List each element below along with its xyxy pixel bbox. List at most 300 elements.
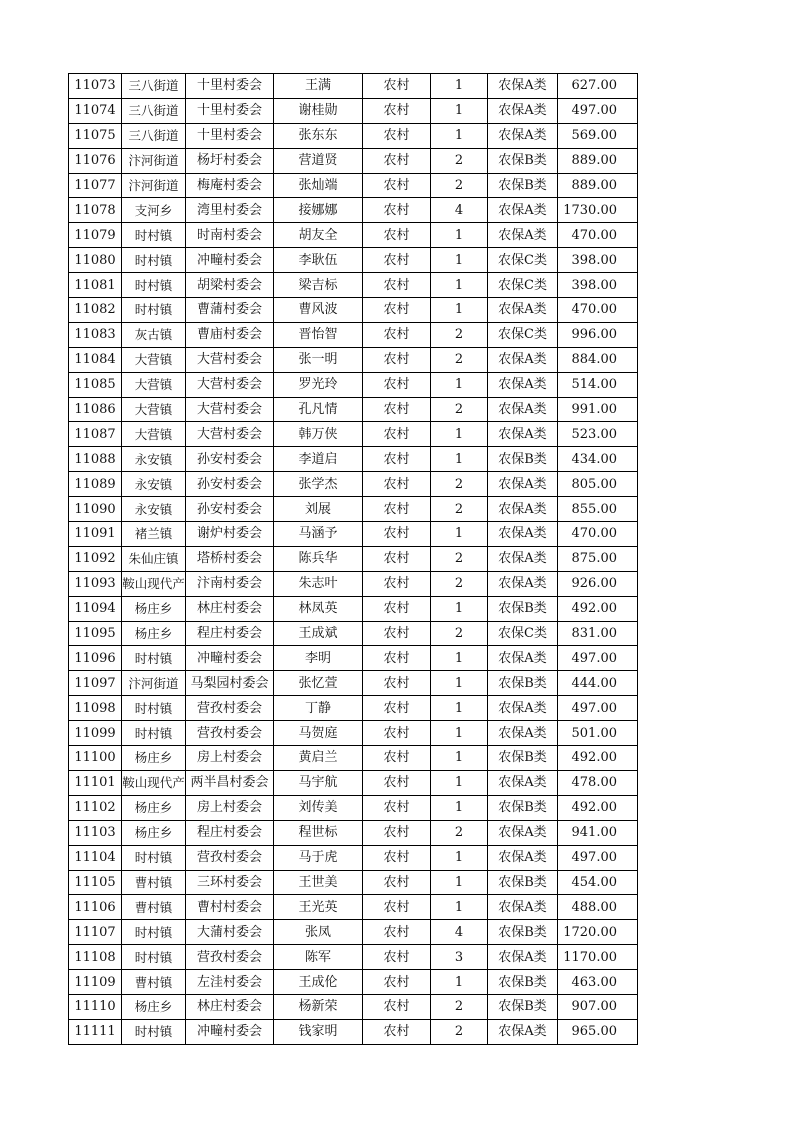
member-count-cell: 1 [431, 795, 488, 820]
row-id-cell: 11108 [69, 945, 122, 970]
household-type-cell: 农村 [363, 770, 431, 795]
table-row [69, 671, 638, 696]
household-type-cell: 农村 [363, 621, 431, 646]
amount-cell: 470.00 [558, 298, 638, 323]
village-committee-cell: 营孜村委会 [186, 845, 274, 870]
row-id-cell: 11092 [69, 546, 122, 571]
insurance-category-cell: 农保A类 [488, 472, 558, 497]
village-committee-cell: 马梨园村委会 [186, 671, 274, 696]
amount-cell: 941.00 [558, 820, 638, 845]
village-committee-cell: 房上村委会 [186, 795, 274, 820]
township-cell: 时村镇 [122, 696, 186, 721]
person-name-cell: 丁静 [274, 696, 363, 721]
member-count-cell: 1 [431, 870, 488, 895]
person-name-cell: 韩万侠 [274, 422, 363, 447]
amount-cell: 831.00 [558, 621, 638, 646]
amount-cell: 926.00 [558, 571, 638, 596]
amount-cell: 991.00 [558, 397, 638, 422]
household-type-cell: 农村 [363, 472, 431, 497]
table-row [69, 322, 638, 347]
township-cell: 杨庄乡 [122, 820, 186, 845]
household-type-cell: 农村 [363, 273, 431, 298]
township-cell: 时村镇 [122, 298, 186, 323]
amount-cell: 463.00 [558, 970, 638, 995]
row-id-cell: 11075 [69, 123, 122, 148]
member-count-cell: 4 [431, 198, 488, 223]
household-type-cell: 农村 [363, 223, 431, 248]
insurance-category-cell: 农保A类 [488, 98, 558, 123]
village-committee-cell: 营孜村委会 [186, 696, 274, 721]
person-name-cell: 张一明 [274, 347, 363, 372]
person-name-cell: 李明 [274, 646, 363, 671]
table-row [69, 372, 638, 397]
township-cell: 汴河街道 [122, 173, 186, 198]
member-count-cell: 2 [431, 347, 488, 372]
person-name-cell: 王成斌 [274, 621, 363, 646]
table-row [69, 447, 638, 472]
table-row [69, 148, 638, 173]
village-committee-cell: 程庄村委会 [186, 621, 274, 646]
amount-cell: 501.00 [558, 721, 638, 746]
amount-cell: 889.00 [558, 148, 638, 173]
member-count-cell: 1 [431, 671, 488, 696]
table-row [69, 248, 638, 273]
member-count-cell: 2 [431, 994, 488, 1019]
person-name-cell: 马贺庭 [274, 721, 363, 746]
amount-cell: 434.00 [558, 447, 638, 472]
member-count-cell: 1 [431, 746, 488, 771]
member-count-cell: 1 [431, 721, 488, 746]
village-committee-cell: 房上村委会 [186, 746, 274, 771]
village-committee-cell: 十里村委会 [186, 74, 274, 99]
township-cell: 时村镇 [122, 273, 186, 298]
township-cell: 三八街道 [122, 123, 186, 148]
table-row [69, 173, 638, 198]
person-name-cell: 营道贤 [274, 148, 363, 173]
township-cell: 三八街道 [122, 74, 186, 99]
amount-cell: 492.00 [558, 795, 638, 820]
insurance-category-cell: 农保C类 [488, 621, 558, 646]
township-cell: 鞍山现代产 [122, 770, 186, 795]
member-count-cell: 1 [431, 646, 488, 671]
village-committee-cell: 时南村委会 [186, 223, 274, 248]
insurance-category-cell: 农保A类 [488, 372, 558, 397]
household-type-cell: 农村 [363, 372, 431, 397]
insurance-category-cell: 农保A类 [488, 123, 558, 148]
household-type-cell: 农村 [363, 721, 431, 746]
member-count-cell: 1 [431, 248, 488, 273]
person-name-cell: 接娜娜 [274, 198, 363, 223]
row-id-cell: 11106 [69, 895, 122, 920]
table-row [69, 546, 638, 571]
row-id-cell: 11083 [69, 322, 122, 347]
township-cell: 永安镇 [122, 497, 186, 522]
amount-cell: 492.00 [558, 596, 638, 621]
row-id-cell: 11080 [69, 248, 122, 273]
amount-cell: 1730.00 [558, 198, 638, 223]
household-type-cell: 农村 [363, 970, 431, 995]
amount-cell: 497.00 [558, 845, 638, 870]
row-id-cell: 11111 [69, 1019, 122, 1044]
member-count-cell: 2 [431, 820, 488, 845]
insurance-category-cell: 农保B类 [488, 173, 558, 198]
amount-cell: 492.00 [558, 746, 638, 771]
table-row [69, 347, 638, 372]
township-cell: 永安镇 [122, 472, 186, 497]
member-count-cell: 2 [431, 571, 488, 596]
insurance-category-cell: 农保A类 [488, 696, 558, 721]
amount-cell: 488.00 [558, 895, 638, 920]
row-id-cell: 11107 [69, 920, 122, 945]
table-row [69, 895, 638, 920]
village-committee-cell: 曹村村委会 [186, 895, 274, 920]
person-name-cell: 刘展 [274, 497, 363, 522]
insurance-category-cell: 农保B类 [488, 596, 558, 621]
township-cell: 杨庄乡 [122, 746, 186, 771]
township-cell: 汴河街道 [122, 148, 186, 173]
insurance-category-cell: 农保A类 [488, 198, 558, 223]
person-name-cell: 陈军 [274, 945, 363, 970]
amount-cell: 1720.00 [558, 920, 638, 945]
household-type-cell: 农村 [363, 746, 431, 771]
row-id-cell: 11084 [69, 347, 122, 372]
village-committee-cell: 林庄村委会 [186, 994, 274, 1019]
person-name-cell: 马于虎 [274, 845, 363, 870]
household-type-cell: 农村 [363, 795, 431, 820]
insurance-category-cell: 农保A类 [488, 397, 558, 422]
member-count-cell: 1 [431, 123, 488, 148]
member-count-cell: 1 [431, 522, 488, 547]
member-count-cell: 1 [431, 895, 488, 920]
member-count-cell: 1 [431, 98, 488, 123]
table-row [69, 970, 638, 995]
village-committee-cell: 三环村委会 [186, 870, 274, 895]
amount-cell: 398.00 [558, 273, 638, 298]
member-count-cell: 2 [431, 322, 488, 347]
household-type-cell: 农村 [363, 198, 431, 223]
member-count-cell: 3 [431, 945, 488, 970]
household-type-cell: 农村 [363, 596, 431, 621]
township-cell: 时村镇 [122, 248, 186, 273]
insurance-category-cell: 农保A类 [488, 571, 558, 596]
row-id-cell: 11088 [69, 447, 122, 472]
township-cell: 朱仙庄镇 [122, 546, 186, 571]
row-id-cell: 11090 [69, 497, 122, 522]
household-type-cell: 农村 [363, 298, 431, 323]
township-cell: 杨庄乡 [122, 596, 186, 621]
person-name-cell: 黄启兰 [274, 746, 363, 771]
amount-cell: 965.00 [558, 1019, 638, 1044]
table-row [69, 920, 638, 945]
village-committee-cell: 大营村委会 [186, 397, 274, 422]
member-count-cell: 1 [431, 223, 488, 248]
row-id-cell: 11076 [69, 148, 122, 173]
household-type-cell: 农村 [363, 422, 431, 447]
amount-cell: 478.00 [558, 770, 638, 795]
row-id-cell: 11086 [69, 397, 122, 422]
household-type-cell: 农村 [363, 994, 431, 1019]
member-count-cell: 2 [431, 621, 488, 646]
row-id-cell: 11089 [69, 472, 122, 497]
township-cell: 曹村镇 [122, 870, 186, 895]
insurance-category-cell: 农保A类 [488, 646, 558, 671]
relief-roster-table [68, 73, 638, 1045]
village-committee-cell: 大营村委会 [186, 347, 274, 372]
village-committee-cell: 林庄村委会 [186, 596, 274, 621]
village-committee-cell: 十里村委会 [186, 123, 274, 148]
township-cell: 时村镇 [122, 1019, 186, 1044]
person-name-cell: 马宇航 [274, 770, 363, 795]
table-row [69, 820, 638, 845]
village-committee-cell: 冲疃村委会 [186, 646, 274, 671]
amount-cell: 444.00 [558, 671, 638, 696]
member-count-cell: 1 [431, 845, 488, 870]
table-row [69, 223, 638, 248]
member-count-cell: 2 [431, 148, 488, 173]
household-type-cell: 农村 [363, 571, 431, 596]
person-name-cell: 张忆萱 [274, 671, 363, 696]
member-count-cell: 2 [431, 173, 488, 198]
row-id-cell: 11085 [69, 372, 122, 397]
amount-cell: 497.00 [558, 696, 638, 721]
table-row [69, 994, 638, 1019]
township-cell: 支河乡 [122, 198, 186, 223]
village-committee-cell: 冲疃村委会 [186, 248, 274, 273]
person-name-cell: 罗光玲 [274, 372, 363, 397]
amount-cell: 889.00 [558, 173, 638, 198]
row-id-cell: 11097 [69, 671, 122, 696]
row-id-cell: 11109 [69, 970, 122, 995]
table-row [69, 497, 638, 522]
insurance-category-cell: 农保A类 [488, 298, 558, 323]
household-type-cell: 农村 [363, 148, 431, 173]
row-id-cell: 11091 [69, 522, 122, 547]
household-type-cell: 农村 [363, 397, 431, 422]
row-id-cell: 11098 [69, 696, 122, 721]
village-committee-cell: 曹庙村委会 [186, 322, 274, 347]
township-cell: 大营镇 [122, 372, 186, 397]
household-type-cell: 农村 [363, 920, 431, 945]
household-type-cell: 农村 [363, 98, 431, 123]
amount-cell: 805.00 [558, 472, 638, 497]
person-name-cell: 马涵予 [274, 522, 363, 547]
table-row [69, 472, 638, 497]
table-row [69, 795, 638, 820]
township-cell: 三八街道 [122, 98, 186, 123]
village-committee-cell: 胡梁村委会 [186, 273, 274, 298]
insurance-category-cell: 农保A类 [488, 74, 558, 99]
insurance-category-cell: 农保B类 [488, 795, 558, 820]
township-cell: 时村镇 [122, 945, 186, 970]
township-cell: 曹村镇 [122, 970, 186, 995]
person-name-cell: 程世标 [274, 820, 363, 845]
table-row [69, 298, 638, 323]
amount-cell: 523.00 [558, 422, 638, 447]
row-id-cell: 11104 [69, 845, 122, 870]
member-count-cell: 1 [431, 696, 488, 721]
insurance-category-cell: 农保A类 [488, 422, 558, 447]
township-cell: 褚兰镇 [122, 522, 186, 547]
amount-cell: 497.00 [558, 646, 638, 671]
insurance-category-cell: 农保A类 [488, 522, 558, 547]
village-committee-cell: 孙安村委会 [186, 497, 274, 522]
row-id-cell: 11087 [69, 422, 122, 447]
member-count-cell: 4 [431, 920, 488, 945]
village-committee-cell: 杨圩村委会 [186, 148, 274, 173]
person-name-cell: 王世美 [274, 870, 363, 895]
row-id-cell: 11093 [69, 571, 122, 596]
person-name-cell: 谢桂勋 [274, 98, 363, 123]
person-name-cell: 李耿伍 [274, 248, 363, 273]
amount-cell: 470.00 [558, 223, 638, 248]
township-cell: 时村镇 [122, 845, 186, 870]
person-name-cell: 张东东 [274, 123, 363, 148]
village-committee-cell: 塔桥村委会 [186, 546, 274, 571]
insurance-category-cell: 农保A类 [488, 497, 558, 522]
amount-cell: 855.00 [558, 497, 638, 522]
table-row [69, 746, 638, 771]
member-count-cell: 1 [431, 970, 488, 995]
township-cell: 鞍山现代产 [122, 571, 186, 596]
household-type-cell: 农村 [363, 447, 431, 472]
person-name-cell: 曹风波 [274, 298, 363, 323]
table-row [69, 945, 638, 970]
household-type-cell: 农村 [363, 671, 431, 696]
table-row [69, 1019, 638, 1044]
table-row [69, 74, 638, 99]
insurance-category-cell: 农保C类 [488, 248, 558, 273]
person-name-cell: 张学杰 [274, 472, 363, 497]
person-name-cell: 王满 [274, 74, 363, 99]
table-row [69, 571, 638, 596]
member-count-cell: 1 [431, 447, 488, 472]
village-committee-cell: 曹蒲村委会 [186, 298, 274, 323]
insurance-category-cell: 农保B类 [488, 447, 558, 472]
amount-cell: 398.00 [558, 248, 638, 273]
household-type-cell: 农村 [363, 347, 431, 372]
person-name-cell: 晋怡智 [274, 322, 363, 347]
village-committee-cell: 大蒲村委会 [186, 920, 274, 945]
row-id-cell: 11078 [69, 198, 122, 223]
village-committee-cell: 孙安村委会 [186, 472, 274, 497]
member-count-cell: 1 [431, 74, 488, 99]
table-row [69, 198, 638, 223]
table-row [69, 596, 638, 621]
member-count-cell: 2 [431, 497, 488, 522]
insurance-category-cell: 农保A类 [488, 546, 558, 571]
amount-cell: 907.00 [558, 994, 638, 1019]
household-type-cell: 农村 [363, 123, 431, 148]
table-row [69, 397, 638, 422]
amount-cell: 569.00 [558, 123, 638, 148]
member-count-cell: 1 [431, 298, 488, 323]
township-cell: 永安镇 [122, 447, 186, 472]
row-id-cell: 11096 [69, 646, 122, 671]
person-name-cell: 王成伦 [274, 970, 363, 995]
row-id-cell: 11074 [69, 98, 122, 123]
insurance-category-cell: 农保B类 [488, 746, 558, 771]
person-name-cell: 刘传美 [274, 795, 363, 820]
village-committee-cell: 冲疃村委会 [186, 1019, 274, 1044]
household-type-cell: 农村 [363, 820, 431, 845]
village-committee-cell: 湾里村委会 [186, 198, 274, 223]
household-type-cell: 农村 [363, 248, 431, 273]
insurance-category-cell: 农保A类 [488, 721, 558, 746]
member-count-cell: 2 [431, 397, 488, 422]
village-committee-cell: 梅庵村委会 [186, 173, 274, 198]
insurance-category-cell: 农保A类 [488, 223, 558, 248]
township-cell: 杨庄乡 [122, 795, 186, 820]
table-row [69, 646, 638, 671]
member-count-cell: 1 [431, 596, 488, 621]
amount-cell: 514.00 [558, 372, 638, 397]
row-id-cell: 11100 [69, 746, 122, 771]
table-row [69, 621, 638, 646]
amount-cell: 497.00 [558, 98, 638, 123]
village-committee-cell: 左洼村委会 [186, 970, 274, 995]
insurance-category-cell: 农保A类 [488, 770, 558, 795]
row-id-cell: 11079 [69, 223, 122, 248]
table-row [69, 721, 638, 746]
township-cell: 汴河街道 [122, 671, 186, 696]
insurance-category-cell: 农保A类 [488, 1019, 558, 1044]
row-id-cell: 11101 [69, 770, 122, 795]
township-cell: 灰古镇 [122, 322, 186, 347]
village-committee-cell: 两半昌村委会 [186, 770, 274, 795]
member-count-cell: 1 [431, 372, 488, 397]
township-cell: 时村镇 [122, 223, 186, 248]
row-id-cell: 11105 [69, 870, 122, 895]
person-name-cell: 朱志叶 [274, 571, 363, 596]
household-type-cell: 农村 [363, 497, 431, 522]
row-id-cell: 11110 [69, 994, 122, 1019]
table-row [69, 770, 638, 795]
amount-cell: 875.00 [558, 546, 638, 571]
person-name-cell: 杨新荣 [274, 994, 363, 1019]
household-type-cell: 农村 [363, 546, 431, 571]
person-name-cell: 张凤 [274, 920, 363, 945]
village-committee-cell: 谢炉村委会 [186, 522, 274, 547]
township-cell: 曹村镇 [122, 895, 186, 920]
household-type-cell: 农村 [363, 845, 431, 870]
household-type-cell: 农村 [363, 1019, 431, 1044]
row-id-cell: 11081 [69, 273, 122, 298]
table-row [69, 870, 638, 895]
insurance-category-cell: 农保B类 [488, 148, 558, 173]
village-committee-cell: 汴南村委会 [186, 571, 274, 596]
table-row [69, 273, 638, 298]
amount-cell: 627.00 [558, 74, 638, 99]
member-count-cell: 1 [431, 770, 488, 795]
person-name-cell: 钱家明 [274, 1019, 363, 1044]
township-cell: 时村镇 [122, 646, 186, 671]
amount-cell: 454.00 [558, 870, 638, 895]
table-row [69, 422, 638, 447]
village-committee-cell: 孙安村委会 [186, 447, 274, 472]
household-type-cell: 农村 [363, 945, 431, 970]
member-count-cell: 2 [431, 472, 488, 497]
table-row [69, 845, 638, 870]
village-committee-cell: 营孜村委会 [186, 721, 274, 746]
village-committee-cell: 程庄村委会 [186, 820, 274, 845]
household-type-cell: 农村 [363, 322, 431, 347]
household-type-cell: 农村 [363, 646, 431, 671]
row-id-cell: 11082 [69, 298, 122, 323]
household-type-cell: 农村 [363, 173, 431, 198]
amount-cell: 996.00 [558, 322, 638, 347]
village-committee-cell: 十里村委会 [186, 98, 274, 123]
table-row [69, 123, 638, 148]
